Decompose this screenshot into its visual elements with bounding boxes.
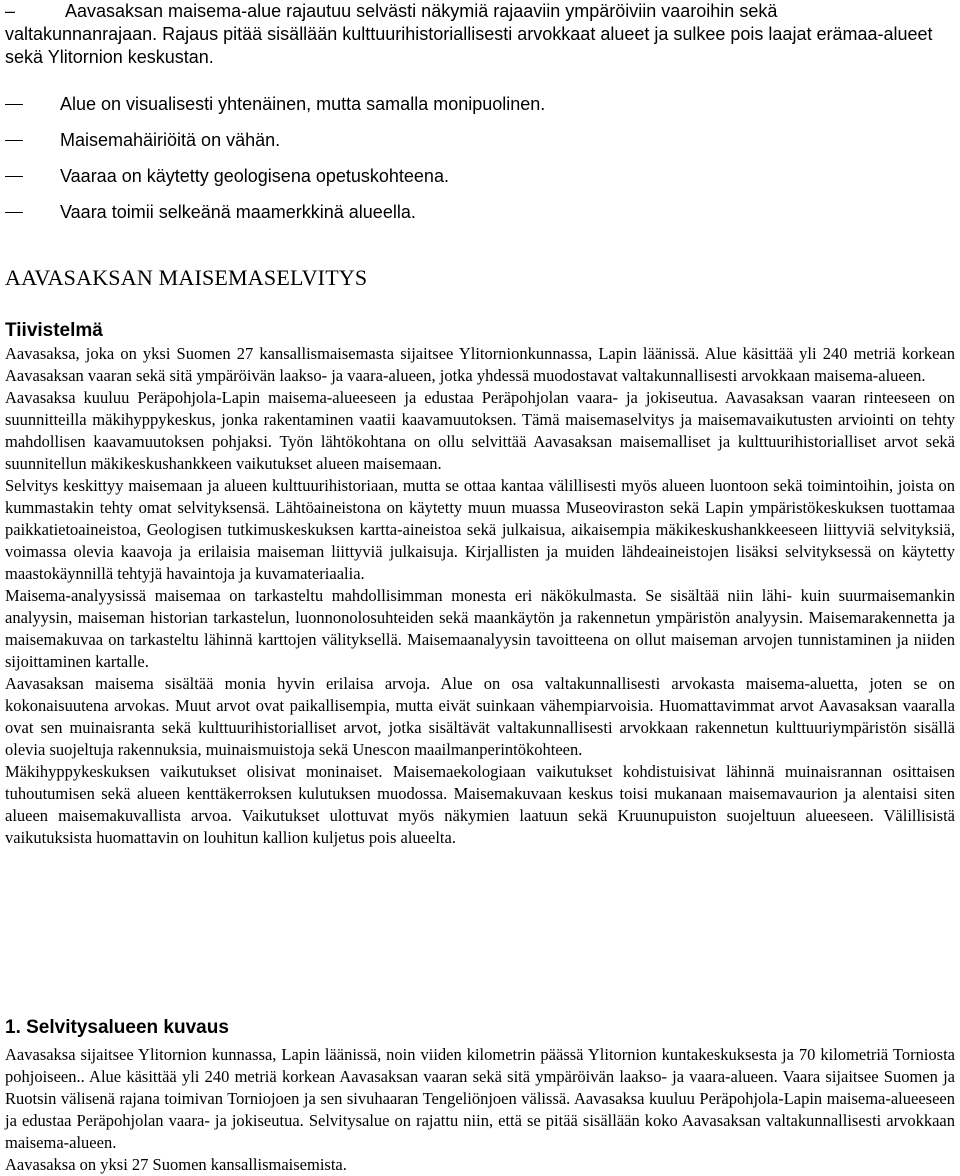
paragraph: Aavasaksan maisema sisältää monia hyvin erilaisa arvoja. Alue on osa valtakunnallisesti arvokasta maisema-aluetta, joten se on kokonaisuutena arvokas. Muut arvot ovat paikallisempia, mutta eivät suinkaan vähempiarvoisia. Huomattavimmat arvot Aavasaksan vaaralla ovat sen muinaisranta sekä kulttuurihistorialliset arvot, jotka sisältävät valtakunnallisesti arvokkaan rakennetun kulttuuriympäristön sisällä olevia suojeltuja rakennuksia, muinaismuistoja sekä Unescon maailmanperintökohteen. (5, 674, 955, 759)
dash-marker (5, 202, 60, 222)
paragraph: Selvitys keskittyy maisemaan ja alueen kulttuurihistoriaan, mutta se ottaa kantaa välillisesti myös alueen luontoon sekä toimintoihin, joista on kummastakin tehty omat selvityksensä. Lähtöaineistona on käytetty muun muassa Museoviraston sekä Lapin ympäristökeskuksen tuottamaa paikkatietoaineistoa, Geologisen tutkimuskeskuksen kartta-aineistoa sekä julkaisua, aikaisempia mäkikeskushankkeeseen liittyviä selvityksiä, voimassa olevia kaavoja ja erilaisia maiseman liittyviä julkaisuja. Kirjallisten ja muiden lähdeaineistojen lisäksi selvityksessä on käytetty maastokäynnillä tehtyjä havaintoja ja kuvamateriaalia. (5, 476, 955, 583)
list-item (5, 158, 905, 194)
section-heading: 1. Selvitysalueen kuvaus (5, 1017, 229, 1038)
list-item (5, 122, 905, 158)
summary-body (5, 343, 955, 849)
paragraph: Maisema-analyysissä maisemaa on tarkasteltu mahdollisimman monesta eri näkökulmasta. Se sisältää niin lähi- kuin suurmaisemankin analyysin, maiseman historian tarkastelun, luonnonolosuhteiden sekä maankäytön ja rakennetun ympäristön analyysin. Maisemarakennetta ja maisemakuvaa on tarkasteltu lähinnä karttojen välityksellä. Maisemaanalyysin tavoitteena on ollut maiseman arvojen tunnistaminen ja niiden sijoittaminen kartalle. (5, 586, 955, 671)
intro-paragraph-rest: valtakunnanrajaan. Rajaus pitää sisällään kulttuurihistoriallisesti arvokkaat alueet ja sulkee pois laajat erämaa-alueet sekä Ylitornion keskustan. (5, 24, 933, 67)
dash-marker: – (5, 1, 16, 21)
paragraph: Aavasaksa on yksi 27 Suomen kansallismaisemista. (5, 1155, 347, 1174)
paragraph: Aavasaksa, joka on yksi Suomen 27 kansallismaisemasta sijaitsee Ylitornionkunnassa, Lapin läänissä. Alue käsittää yli 240 metriä korkean Aavasaksan vaaran sekä sitä ympäröivän laakso- ja vaara-alueen, jotka yhdessä muodostavat valtakunnallisesti arvokkaan maisema-alueen. (5, 344, 955, 385)
list-item (5, 86, 905, 122)
paragraph: Aavasaksa kuuluu Peräpohjola-Lapin maisema-alueeseen ja edustaa Peräpohjolan vaara- ja jokiseutua. Aavasaksan vaaran rinteeseen on suunnitteilla mäkihyppykeskus, jonka rakentaminen vaatii kaavamuutoksen. Tämä maisemaselvitys ja maisemavaikutusten arviointi on tehty mahdollisen kaavamuutoksen pohjaksi. Työn lähtökohtana on ollu selvittää Aavasaksan maisemalliset ja kulttuurihistorialliset arvot sekä suunnitellun mäkikeskushankkeen vaikutukset alueen maisemaan. (5, 388, 955, 473)
paragraph: Aavasaksa sijaitsee Ylitornion kunnassa, Lapin läänissä, noin viiden kilometrin päässä Ylitornion kuntakeskuksesta ja 70 kilometriä Torniosta pohjoiseen.. Alue käsittää yli 240 metriä korkean Aavasaksan vaaran sekä sitä ympäröivän laakso- ja vaara-alueen. Vaara sijaitsee Suomen ja Ruotsin välisenä rajana toimivan Torniojoen ja sen sivuhaaran Tengeliönjoen välissä. Aavasaksa kuuluu Peräpohjola-Lapin maisema-alueeseen ja edustaa Peräpohjolan vaara- ja jokiseutua. Selvitysalue on rajattu niin, että se pitää sisällään koko Aavasaksan valtakunnallisesti arvokkaan maisema-alueen. (5, 1045, 955, 1152)
bullet-list (5, 86, 905, 230)
dash-marker (5, 94, 60, 114)
dash-marker (5, 130, 60, 150)
paragraph: Mäkihyppykeskuksen vaikutukset olisivat moninaiset. Maisemaekologiaan vaikutukset kohdistuisivat lähinnä muinaisrannan osittaisen tuhoutumisen sekä alueen kenttäkerroksen kulutuksen muodossa. Maisemakuvaan keskus toisi mukanaan maisemavaurion ja alentaisi siten alueen maisemakuvallista arvoa. Vaikutukset ulottuvat myös näkymien laatuun sekä Kruunupuiston suojeltuun alueeseen. Välillisistä vaikutuksista huomattavin on louhitun kallion kuljetus pois alueelta. (5, 762, 955, 847)
dash-marker (5, 166, 60, 186)
list-item-text: Vaaraa on käytetty geologisena opetuskohteena. (60, 165, 449, 186)
intro-paragraph-line1: Aavasaksan maisema-alue rajautuu selvästi näkymiä rajaaviin ympäröiviin vaaroihin sekä (65, 1, 778, 21)
list-item-text: Maisemahäiriöitä on vähän. (60, 129, 281, 150)
summary-heading: Tiivistelmä (5, 320, 103, 341)
document-title: AAVASAKSAN MAISEMASELVITYS (5, 265, 368, 290)
list-item-text: Vaara toimii selkeänä maamerkkinä alueella. (60, 201, 416, 222)
list-item-text: Alue on visualisesti yhtenäinen, mutta samalla monipuolinen. (60, 93, 546, 114)
list-item (5, 194, 905, 230)
intro-paragraph (5, 0, 955, 69)
section-body (5, 1044, 955, 1176)
